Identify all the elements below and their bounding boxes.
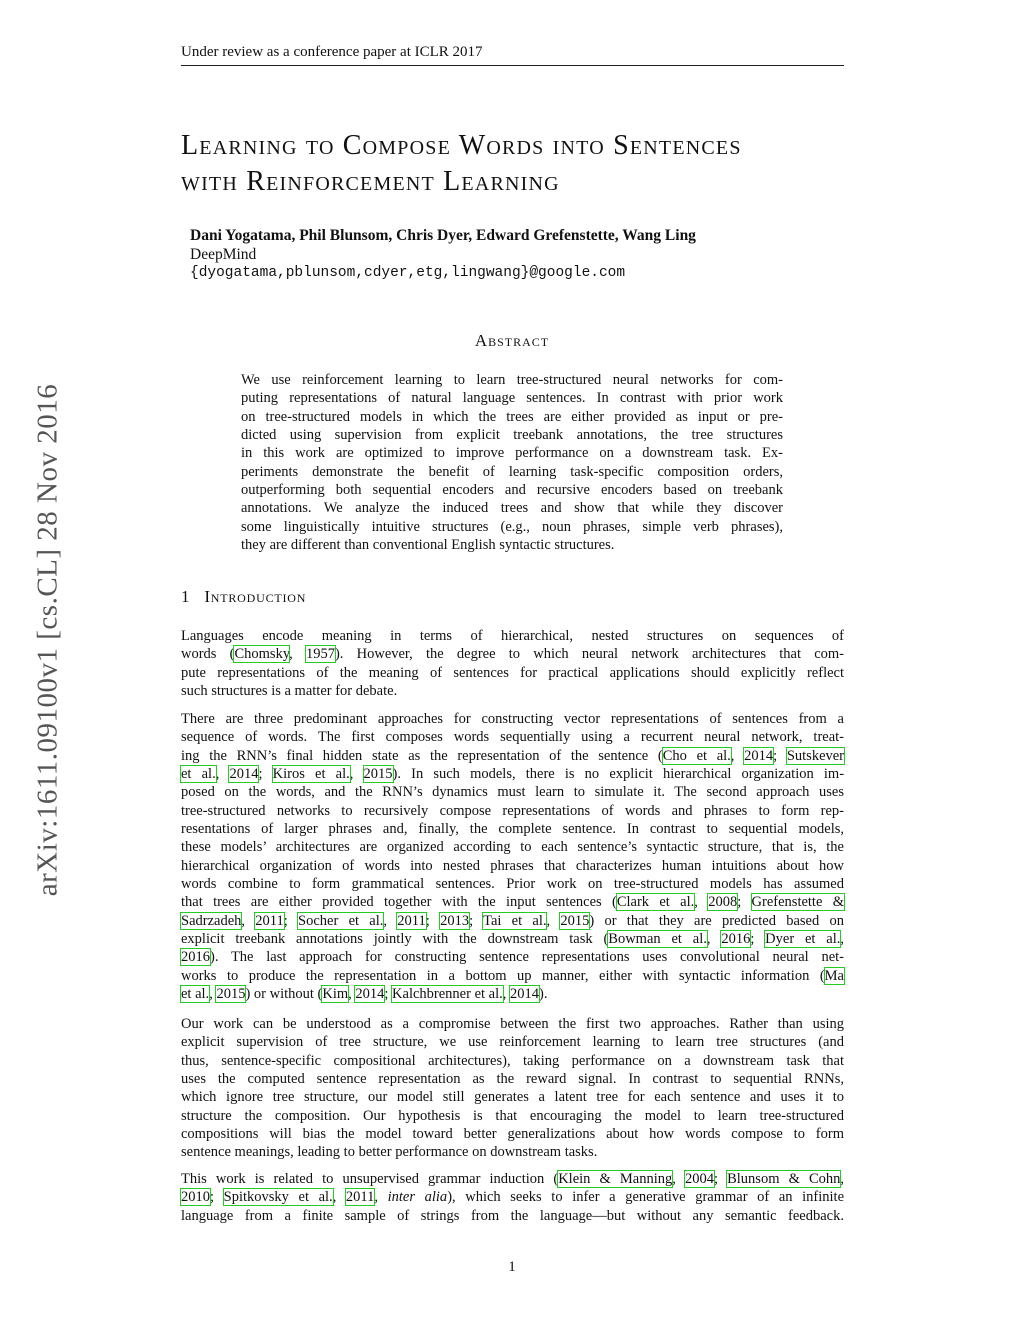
citation-link[interactable]: et al. (181, 986, 210, 1003)
citation-link[interactable]: 2015 (560, 912, 590, 929)
citation-link[interactable]: Cho et al. (662, 747, 731, 764)
text-line: Languages encode meaning in terms of hierarchical, nested structures on sequences of (181, 628, 844, 644)
citation-link[interactable]: 2010 (181, 1189, 210, 1206)
citation-link[interactable]: Spitkovsky et al. (223, 1189, 333, 1206)
citation-link[interactable]: 2013 (440, 912, 470, 929)
paper-title (181, 128, 851, 200)
citation-link[interactable]: 2004 (684, 1171, 714, 1187)
abstract-line: some linguistically intuitive structures (e.g., noun phrases, simple verb phrases), (241, 518, 783, 535)
text-line: which ignore tree structure, our model still generates a latent tree for each sentence and uses it to (181, 1089, 844, 1106)
arxiv-identifier: arXiv:1611.09100v1 [cs.CL] 28 Nov 2016 (31, 383, 64, 897)
citation-link[interactable]: 2011 (255, 912, 284, 929)
text-line: ing the RNN’s final hidden state as the representation of the sentence (Cho et al., 2014; Sutskever (181, 747, 845, 764)
text-line: resentations of larger phrases and, finally, the complete sentence. In contrast to sequential models, (181, 821, 844, 838)
citation-link[interactable]: Clark et al. (616, 894, 695, 911)
text-line: words combine to form grammatical sentences. Prior work on tree-structured models has assumed (181, 876, 844, 893)
text-line: uses the computed sentence representation as the reward signal. In contrast to sequential RNNs, (181, 1071, 844, 1088)
header-rule (181, 65, 844, 66)
text-line: Sadrzadeh, 2011; Socher et al., 2011; 2013; Tai et al., 2015) or that they are predicted based on (181, 912, 844, 929)
citation-link[interactable]: Kim (322, 986, 349, 1003)
citation-link[interactable]: Ma (824, 967, 844, 984)
citation-link[interactable]: 2014 (229, 766, 259, 783)
citation-link[interactable]: 2014 (744, 747, 774, 764)
abstract-body (241, 371, 783, 554)
author-block (190, 227, 696, 283)
section-title: Introduction (204, 587, 307, 606)
abstract-line: outperforming both sequential encoders and recursive encoders based on treebank (241, 482, 783, 499)
abstract-line: annotations. We analyze the induced trees and show that while they discover (241, 500, 783, 517)
text-line: There are three predominant approaches for constructing vector representations of sentences from a (181, 711, 844, 727)
text-line: Our work can be understood as a compromise between the first two approaches. Rather than using (181, 1016, 844, 1032)
citation-link[interactable]: Dyer et al. (765, 931, 841, 948)
text-line: 2010; Spitkovsky et al., 2011, inter alia), which seeks to infer a generative grammar of an infinite (181, 1189, 845, 1206)
author-email: {dyogatama,pblunsom,cdyer,etg,lingwang}@google.com (190, 265, 626, 281)
text-line: posed on the words, and the RNN’s dynamics must learn to simulate it. The second approach uses (181, 784, 844, 801)
text-line: works to produce the representation in a bottom up manner, either with syntactic information (Ma (181, 967, 844, 984)
text-line: these models’ architectures are organized according to each sentence’s syntactic structure, that is, the (181, 839, 844, 856)
citation-link[interactable]: Sutskever (786, 747, 845, 764)
intro-paragraph-2 (181, 710, 844, 1004)
author-names: Dani Yogatama, Phil Blunsom, Chris Dyer, Edward Grefenstette, Wang Ling (190, 227, 696, 244)
citation-link[interactable]: Klein & Manning (558, 1171, 673, 1187)
citation-link[interactable]: 2016 (181, 949, 210, 966)
text-line: sequence of words. The first composes words sequentially using a recurrent neural network, treat- (181, 729, 844, 746)
citation-link[interactable]: Socher et al. (298, 912, 384, 929)
abstract-line: they are different than conventional English syntactic structures. (241, 537, 615, 554)
title-line-2: with Reinforcement Learning (181, 166, 560, 197)
citation-link[interactable]: 1957 (305, 646, 335, 663)
citation-link[interactable]: Grefenstette & (751, 894, 844, 911)
abstract-line: We use reinforcement learning to learn tree-structured neural networks for com- (241, 372, 783, 388)
text-line: explicit supervision of tree structure, we use reinforcement learning to learn tree structures (and (181, 1034, 844, 1051)
citation-link[interactable]: 2016 (721, 931, 751, 948)
citation-link[interactable]: Blunsom & Cohn (727, 1171, 841, 1187)
citation-link[interactable]: 2014 (355, 986, 385, 1003)
citation-link[interactable]: 2015 (216, 986, 246, 1003)
abstract-line: periments demonstrate the benefit of learning task-specific composition orders, (241, 463, 783, 480)
text-line: pute representations of the meaning of sentences for practical applications should explicitly reflect (181, 664, 844, 681)
citation-link[interactable]: Tai et al. (483, 912, 547, 929)
abstract-line: puting representations of natural language sentences. In contrast with prior work (241, 390, 783, 407)
intro-paragraph-4 (181, 1170, 844, 1225)
citation-link[interactable]: Chomsky (234, 646, 290, 663)
author-affiliation: DeepMind (190, 245, 257, 263)
running-header: Under review as a conference paper at ICLR 2017 (181, 44, 483, 60)
text-line: This work is related to unsupervised grammar induction (Klein & Manning, 2004; Blunsom & Cohn, (181, 1171, 844, 1187)
citation-link[interactable]: Sadrzadeh (181, 912, 242, 929)
text-line: et al., 2014; Kiros et al., 2015). In such models, there is no explicit hierarchical organization im- (181, 766, 845, 783)
text-line: hierarchical organization of words into nested phrases that characterizes human intuitions about how (181, 857, 844, 874)
citation-link[interactable]: 2014 (510, 986, 540, 1003)
text-line: words (Chomsky, 1957). However, the degree to which neural network architectures that com- (181, 646, 844, 663)
citation-link[interactable]: 2011 (397, 912, 426, 929)
citation-link[interactable]: Kalchbrenner et al. (392, 986, 503, 1003)
text-line: thus, sentence-specific compositional architectures), taking performance on a downstream task that (181, 1052, 844, 1069)
page-number: 1 (508, 1259, 516, 1275)
text-line: explicit treebank annotations jointly with the downstream task (Bowman et al., 2016; Dyer et al., (181, 931, 844, 948)
citation-link[interactable]: et al. (181, 766, 216, 783)
citation-link[interactable]: 2015 (363, 766, 393, 783)
citation-link[interactable]: 2011 (345, 1189, 375, 1206)
citation-link[interactable]: Kiros et al. (272, 766, 350, 783)
text-line: such structures is a matter for debate. (181, 683, 398, 700)
text-line: et al., 2015) or without (Kim, 2014; Kalchbrenner et al., 2014). (181, 986, 548, 1003)
title-line-1: Learning to Compose Words into Sentences (181, 130, 742, 161)
abstract-heading: Abstract (474, 331, 550, 350)
text-line: sentence meanings, leading to better performance on downstream tasks. (181, 1144, 598, 1161)
text-line: compositions will bias the model toward better generalizations about how words compose to form (181, 1126, 844, 1143)
text-line: 2016). The last approach for constructing sentence representations uses convolutional neural net- (181, 949, 844, 966)
text-line: tree-structured networks to recursively compose representations of words and phrases to form rep- (181, 802, 844, 819)
text-line: structure the composition. Our hypothesis is that encouraging the model to learn tree-structured (181, 1107, 844, 1124)
citation-link[interactable]: Bowman et al. (608, 931, 707, 948)
abstract-line: on tree-structured models in which the trees are either provided as input or pre- (241, 408, 783, 425)
section-number: 1 (181, 587, 191, 606)
text-line: language from a finite sample of strings from the language—but without any semantic feedback. (181, 1207, 844, 1224)
italic-phrase: inter alia (387, 1189, 448, 1206)
text-line: that trees are either provided together with the input sentences (Clark et al., 2008; Grefenstette & (181, 894, 844, 911)
intro-paragraph-1 (181, 627, 844, 700)
intro-paragraph-3 (181, 1015, 844, 1162)
citation-link[interactable]: 2008 (708, 894, 738, 911)
abstract-line: dicted using supervision from explicit treebank annotations, the tree structures (241, 427, 783, 444)
abstract-line: in this work are optimized to improve performance on a downstream task. Ex- (241, 445, 783, 462)
section-heading-introduction (181, 587, 306, 607)
